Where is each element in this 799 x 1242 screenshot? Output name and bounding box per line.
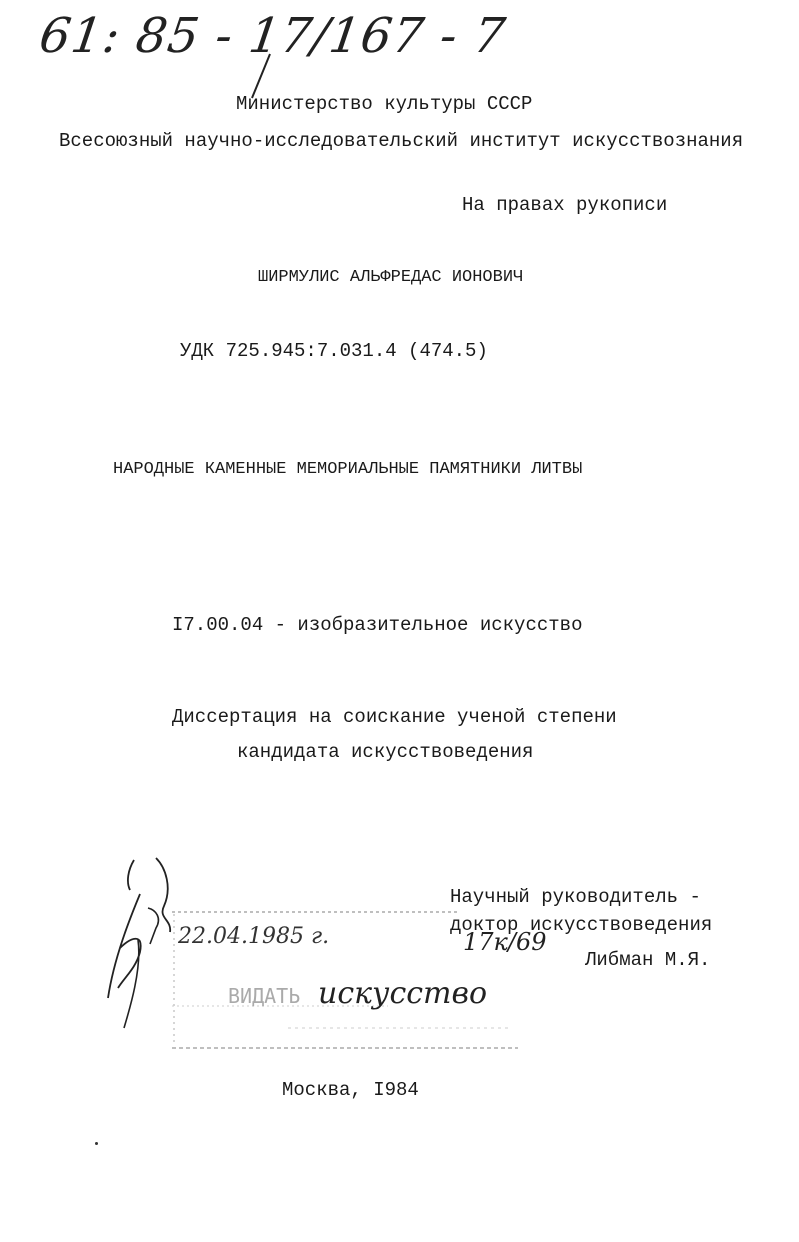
institute-line: Всесоюзный научно-исследовательский институт искусствознания: [59, 130, 744, 152]
supervisor-name: Либман М.Я.: [585, 949, 711, 971]
degree-line-2: кандидата искусствоведения: [237, 741, 534, 763]
library-stamp: [168, 906, 547, 1054]
supervisor-label: Научный руководитель -: [450, 886, 701, 908]
degree-line-1: Диссертация на соискание ученой степени: [172, 706, 617, 728]
manuscript-rights-note: На правах рукописи: [462, 194, 668, 216]
specialty-code: I7.00.04 - изобразительное искусство: [172, 614, 583, 636]
stamp-printed-word: ВИДАТЬ: [228, 984, 301, 1008]
stamp-handwritten-word: искусство: [318, 976, 488, 1011]
udc-code: УДК 725.945:7.031.4 (474.5): [180, 340, 488, 362]
city-year: Москва, I984: [282, 1079, 419, 1101]
ministry-line: Министерство культуры СССР: [236, 93, 533, 115]
stamp-date: 22.04.1985 г.: [178, 924, 330, 949]
supervisor-degree: доктор искусствоведения: [450, 914, 713, 936]
stamp-number: 17к/69: [463, 928, 547, 956]
signature-icon: [100, 848, 190, 1038]
author-name: ШИРМУЛИС АЛЬФРЕДАС ИОНОВИЧ: [258, 268, 524, 287]
handwritten-catalog-number: 61: 85 - 17/167 - 7: [36, 8, 510, 64]
dissertation-title: НАРОДНЫЕ КАМЕННЫЕ МЕМОРИАЛЬНЫЕ ПАМЯТНИКИ ЛИТВЫ: [113, 460, 583, 479]
margin-dot-icon: [95, 1142, 98, 1145]
